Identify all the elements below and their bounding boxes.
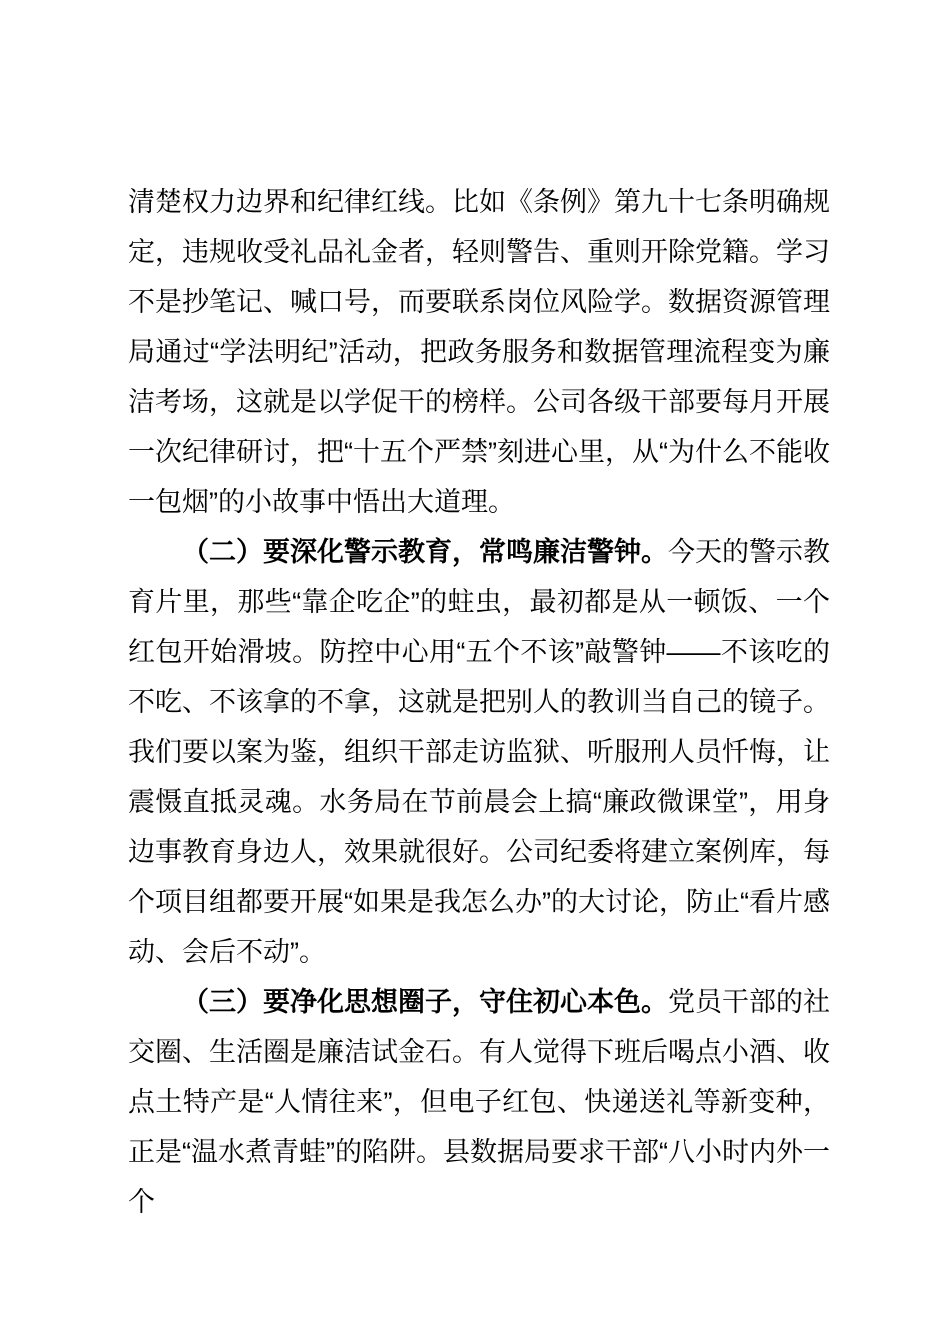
paragraph-text: 党员干部的社交圈、生活圈是廉洁试金石。有人觉得下班后喝点小酒、收点土特产是“人情往来”，但电子红包、快递送礼等新变种，正是“温水煮青蛙”的陷阱。县数据局要求干部“八小时内外一个 [128,987,830,1217]
paragraph-text: 今天的警示教育片里，那些“靠企吃企”的蛀虫，最初都是从一顿饭、一个红包开始滑坡。防控中心用“五个不该”敲警钟——不该吃的不吃、不该拿的不拿，这就是把别人的教训当自己的镜子。我们要以案为鉴，组织干部走访监狱、听服刑人员忏悔，让震慑直抵灵魂。水务局在节前晨会上搞“廉政微课堂”，用身边事教育身边人，效果就很好。公司纪委将建立案例库，每个项目组都要开展“如果是我怎么办”的大讨论，防止“看片感动、会后不动”。 [128,537,830,967]
paragraph-section-3 [128,977,830,1227]
paragraph-lead-heading: （二）要深化警示教育，常鸣廉洁警钟。 [182,537,668,567]
paragraph-lead-heading: （三）要净化思想圈子，守住初心本色。 [182,987,668,1017]
paragraph-section-2 [128,527,830,977]
paragraph-continuation [128,177,830,527]
paragraph-text: 清楚权力边界和纪律红线。比如《条例》第九十七条明确规定，违规收受礼品礼金者，轻则警告、重则开除党籍。学习不是抄笔记、喊口号，而要联系岗位风险学。数据资源管理局通过“学法明纪”活动，把政务服务和数据管理流程变为廉洁考场，这就是以学促干的榜样。公司各级干部要每月开展一次纪律研讨，把“十五个严禁”刻进心里，从“为什么不能收一包烟”的小故事中悟出大道理。 [128,187,830,517]
document-body [128,177,830,1227]
